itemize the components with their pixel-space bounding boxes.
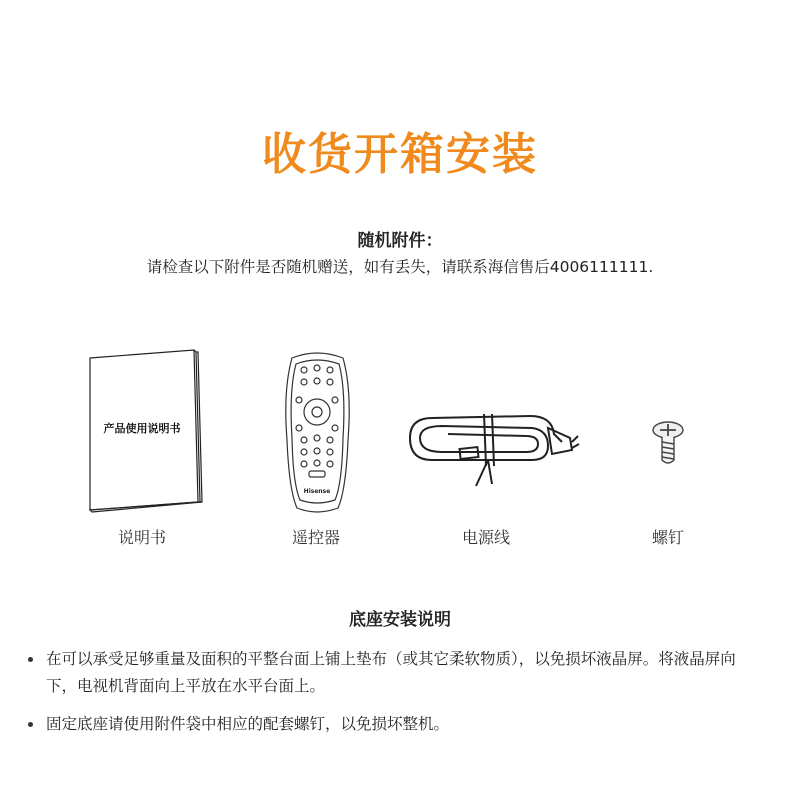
bullet-text: 固定底座请使用附件袋中相应的配套螺钉，以免损坏整机。 [46,715,450,733]
installation-heading: 底座安装说明 [349,610,451,630]
screw-caption: 螺钉 [651,528,684,547]
page-title: 收货开箱安装 [262,129,538,180]
power-cable-caption: 电源线 [461,528,510,547]
manual-item [82,330,212,520]
manual-caption: 说明书 [117,528,166,547]
accessories-heading: 随机附件： [357,231,443,251]
manual-booklet-icon [82,330,212,520]
remote-item [280,350,355,515]
list-item [26,646,766,700]
accessories-description: 请检查以下附件是否随机赠送，如有丢失，请联系海信售后4006111111. [146,258,654,276]
screw-icon [650,420,686,468]
manual-cover-text: 产品使用说明书 [103,422,181,435]
list-item [26,711,766,738]
bullet-text: 在可以承受足够重量及面积的平整台面上铺上垫布（或其它柔软物质），以免损坏液晶屏。将液晶屏向下，电视机背面向上平放在水平台面上。 [46,650,736,695]
bullet-dot [28,722,33,727]
power-cable-icon [402,398,582,498]
remote-caption: 遥控器 [291,528,340,547]
installation-list [26,646,766,749]
screw-item [650,420,686,468]
bullet-dot [28,657,33,662]
remote-brand-text: Hisense [303,488,331,495]
power-cable-item [402,398,582,498]
remote-control-icon [280,350,355,515]
